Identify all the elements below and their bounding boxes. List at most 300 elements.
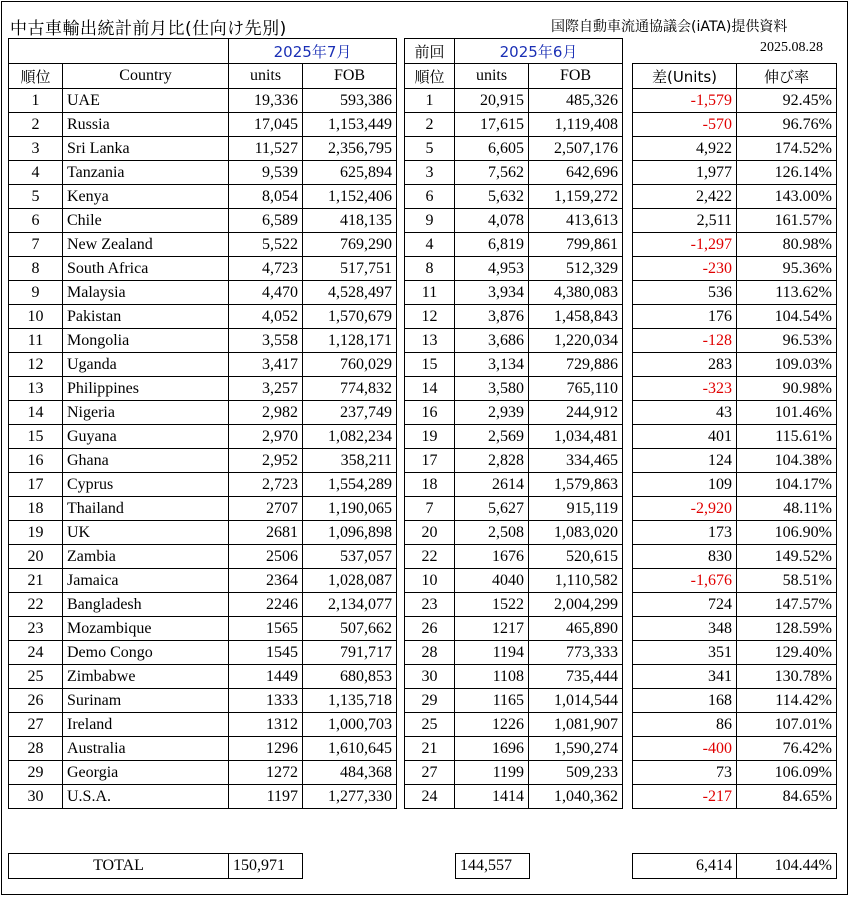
july-row — [9, 89, 397, 113]
fob-cell: 625,894 — [303, 161, 397, 185]
prev-units-cell: 3,934 — [455, 281, 529, 305]
units-cell: 1565 — [229, 617, 303, 641]
prev-rank-cell: 8 — [405, 257, 455, 281]
growth-cell: 114.42% — [737, 689, 837, 713]
fob-cell: 1,610,645 — [303, 737, 397, 761]
rank-cell: 4 — [9, 161, 63, 185]
prev-rank-cell: 22 — [405, 545, 455, 569]
diff-row — [633, 209, 837, 233]
prev-units-cell: 2,569 — [455, 425, 529, 449]
units-cell: 2246 — [229, 593, 303, 617]
diff-row — [633, 473, 837, 497]
prev-units-cell: 1217 — [455, 617, 529, 641]
units-cell: 2,982 — [229, 401, 303, 425]
units-cell: 1333 — [229, 689, 303, 713]
prev-units-cell: 1108 — [455, 665, 529, 689]
growth-cell: 104.54% — [737, 305, 837, 329]
country-cell: Philippines — [63, 377, 229, 401]
country-cell: Ghana — [63, 449, 229, 473]
rank-cell: 16 — [9, 449, 63, 473]
prev-rank-cell: 29 — [405, 689, 455, 713]
fob-cell: 1,000,703 — [303, 713, 397, 737]
prev-units-cell: 2,939 — [455, 401, 529, 425]
units-cell: 2506 — [229, 545, 303, 569]
prev-fob-cell: 2,507,176 — [529, 137, 623, 161]
prev-fob-cell: 1,034,481 — [529, 425, 623, 449]
prev-units-cell: 1199 — [455, 761, 529, 785]
rank-cell: 10 — [9, 305, 63, 329]
july-row — [9, 185, 397, 209]
prev-units-cell: 4,953 — [455, 257, 529, 281]
prev-fob-cell: 2,004,299 — [529, 593, 623, 617]
country-cell: Demo Congo — [63, 641, 229, 665]
growth-cell: 101.46% — [737, 401, 837, 425]
fob-cell: 517,751 — [303, 257, 397, 281]
country-cell: Kenya — [63, 185, 229, 209]
prev-fob-cell: 520,615 — [529, 545, 623, 569]
rank-cell: 3 — [9, 137, 63, 161]
diff-row — [633, 785, 837, 809]
diff-row — [633, 257, 837, 281]
diff-row — [633, 377, 837, 401]
june-row — [405, 665, 623, 689]
july-row — [9, 161, 397, 185]
july-row — [9, 689, 397, 713]
prev-rank-cell: 4 — [405, 233, 455, 257]
prev-rank-cell: 7 — [405, 497, 455, 521]
fob-cell: 1,096,898 — [303, 521, 397, 545]
diff-cell: 1,977 — [633, 161, 737, 185]
prev-rank-cell: 19 — [405, 425, 455, 449]
diff-cell: -400 — [633, 737, 737, 761]
july-table — [8, 38, 397, 809]
growth-cell: 84.65% — [737, 785, 837, 809]
june-row — [405, 617, 623, 641]
rank-cell: 28 — [9, 737, 63, 761]
july-fob-header: FOB — [303, 64, 397, 89]
units-cell: 2364 — [229, 569, 303, 593]
prev-rank-cell: 11 — [405, 281, 455, 305]
diff-cell: -128 — [633, 329, 737, 353]
fob-cell: 537,057 — [303, 545, 397, 569]
june-row — [405, 569, 623, 593]
growth-cell: 126.14% — [737, 161, 837, 185]
prev-rank-cell: 23 — [405, 593, 455, 617]
july-row — [9, 233, 397, 257]
july-row — [9, 545, 397, 569]
prev-fob-cell: 1,579,863 — [529, 473, 623, 497]
country-cell: Pakistan — [63, 305, 229, 329]
country-cell: Malaysia — [63, 281, 229, 305]
prev-fob-cell: 1,220,034 — [529, 329, 623, 353]
july-row — [9, 473, 397, 497]
prev-fob-cell: 334,465 — [529, 449, 623, 473]
rank-cell: 11 — [9, 329, 63, 353]
units-cell: 2,970 — [229, 425, 303, 449]
prev-fob-cell: 765,110 — [529, 377, 623, 401]
prev-units-cell: 1414 — [455, 785, 529, 809]
diff-cell: 283 — [633, 353, 737, 377]
growth-cell: 143.00% — [737, 185, 837, 209]
rank-cell: 20 — [9, 545, 63, 569]
diff-row — [633, 665, 837, 689]
diff-row — [633, 113, 837, 137]
country-cell: South Africa — [63, 257, 229, 281]
country-cell: Australia — [63, 737, 229, 761]
country-cell: UK — [63, 521, 229, 545]
june-previous-label: 前回 — [405, 39, 455, 64]
country-cell: Georgia — [63, 761, 229, 785]
growth-cell: 48.11% — [737, 497, 837, 521]
diff-row — [633, 689, 837, 713]
growth-rate-header: 伸び率 — [737, 64, 837, 89]
prev-fob-cell: 773,333 — [529, 641, 623, 665]
rank-cell: 25 — [9, 665, 63, 689]
country-cell: Uganda — [63, 353, 229, 377]
prev-fob-cell: 465,890 — [529, 617, 623, 641]
prev-units-cell: 3,134 — [455, 353, 529, 377]
prev-rank-cell: 17 — [405, 449, 455, 473]
prev-rank-cell: 18 — [405, 473, 455, 497]
prev-rank-cell: 16 — [405, 401, 455, 425]
prev-rank-cell: 21 — [405, 737, 455, 761]
diff-row — [633, 305, 837, 329]
prev-units-cell: 1226 — [455, 713, 529, 737]
july-row — [9, 593, 397, 617]
june-row — [405, 329, 623, 353]
july-body — [9, 89, 397, 809]
diff-cell: 348 — [633, 617, 737, 641]
june-row — [405, 233, 623, 257]
rank-cell: 27 — [9, 713, 63, 737]
country-cell: Sri Lanka — [63, 137, 229, 161]
rank-cell: 9 — [9, 281, 63, 305]
fob-cell: 1,082,234 — [303, 425, 397, 449]
prev-fob-cell: 4,380,083 — [529, 281, 623, 305]
july-row — [9, 521, 397, 545]
june-fob-header: FOB — [529, 64, 623, 89]
june-body — [405, 89, 623, 809]
july-row — [9, 641, 397, 665]
fob-cell: 680,853 — [303, 665, 397, 689]
prev-units-cell: 6,605 — [455, 137, 529, 161]
june-row — [405, 737, 623, 761]
fob-cell: 2,356,795 — [303, 137, 397, 161]
june-row — [405, 785, 623, 809]
diff-row — [633, 161, 837, 185]
page-title: 中古車輸出統計前月比(仕向け先別) — [10, 19, 287, 39]
growth-cell: 96.76% — [737, 113, 837, 137]
fob-cell: 1,277,330 — [303, 785, 397, 809]
prev-units-cell: 3,876 — [455, 305, 529, 329]
growth-cell: 76.42% — [737, 737, 837, 761]
june-row — [405, 641, 623, 665]
growth-cell: 80.98% — [737, 233, 837, 257]
june-row — [405, 113, 623, 137]
prev-units-cell: 1194 — [455, 641, 529, 665]
country-cell: Thailand — [63, 497, 229, 521]
june-row — [405, 449, 623, 473]
fob-cell: 1,570,679 — [303, 305, 397, 329]
units-cell: 2707 — [229, 497, 303, 521]
growth-cell: 104.38% — [737, 449, 837, 473]
rank-cell: 1 — [9, 89, 63, 113]
july-country-header: Country — [63, 64, 229, 89]
fob-cell: 237,749 — [303, 401, 397, 425]
diff-cell: 124 — [633, 449, 737, 473]
rank-cell: 8 — [9, 257, 63, 281]
growth-cell: 90.98% — [737, 377, 837, 401]
prev-units-cell: 4040 — [455, 569, 529, 593]
country-cell: Mongolia — [63, 329, 229, 353]
diff-units-header: 差(Units) — [633, 64, 737, 89]
diff-cell: -1,676 — [633, 569, 737, 593]
prev-rank-cell: 13 — [405, 329, 455, 353]
units-cell: 3,257 — [229, 377, 303, 401]
prev-units-cell: 20,915 — [455, 89, 529, 113]
rank-cell: 29 — [9, 761, 63, 785]
country-cell: Jamaica — [63, 569, 229, 593]
june-row — [405, 89, 623, 113]
fob-cell: 358,211 — [303, 449, 397, 473]
fob-cell: 484,368 — [303, 761, 397, 785]
prev-units-cell: 1696 — [455, 737, 529, 761]
june-rank-header: 順位 — [405, 64, 455, 89]
june-row — [405, 161, 623, 185]
prev-rank-cell: 12 — [405, 305, 455, 329]
june-row — [405, 305, 623, 329]
diff-cell: 724 — [633, 593, 737, 617]
fob-cell: 418,135 — [303, 209, 397, 233]
country-cell: Zimbabwe — [63, 665, 229, 689]
july-row — [9, 329, 397, 353]
country-cell: Chile — [63, 209, 229, 233]
diff-cell: 401 — [633, 425, 737, 449]
diff-cell: 86 — [633, 713, 737, 737]
diff-body — [633, 89, 837, 809]
diff-row — [633, 569, 837, 593]
june-row — [405, 473, 623, 497]
units-cell: 1312 — [229, 713, 303, 737]
prev-fob-cell: 1,014,544 — [529, 689, 623, 713]
growth-cell: 58.51% — [737, 569, 837, 593]
rank-cell: 14 — [9, 401, 63, 425]
rank-cell: 13 — [9, 377, 63, 401]
prev-rank-cell: 6 — [405, 185, 455, 209]
prev-fob-cell: 1,083,020 — [529, 521, 623, 545]
prev-fob-cell: 485,326 — [529, 89, 623, 113]
july-total-row — [8, 853, 303, 879]
units-cell: 19,336 — [229, 89, 303, 113]
country-cell: Surinam — [63, 689, 229, 713]
fob-cell: 507,662 — [303, 617, 397, 641]
rank-cell: 5 — [9, 185, 63, 209]
diff-row — [633, 641, 837, 665]
diff-cell: -217 — [633, 785, 737, 809]
growth-cell: 106.09% — [737, 761, 837, 785]
diff-row — [633, 185, 837, 209]
fob-cell: 774,832 — [303, 377, 397, 401]
units-cell: 4,470 — [229, 281, 303, 305]
july-row — [9, 569, 397, 593]
growth-cell: 149.52% — [737, 545, 837, 569]
prev-rank-cell: 24 — [405, 785, 455, 809]
units-cell: 11,527 — [229, 137, 303, 161]
july-row — [9, 209, 397, 233]
units-cell: 1197 — [229, 785, 303, 809]
units-cell: 2,952 — [229, 449, 303, 473]
growth-cell: 128.59% — [737, 617, 837, 641]
fob-cell: 2,134,077 — [303, 593, 397, 617]
prev-fob-cell: 735,444 — [529, 665, 623, 689]
units-cell: 8,054 — [229, 185, 303, 209]
fob-cell: 1,190,065 — [303, 497, 397, 521]
rank-cell: 30 — [9, 785, 63, 809]
rank-cell: 6 — [9, 209, 63, 233]
prev-fob-cell: 1,159,272 — [529, 185, 623, 209]
fob-cell: 1,554,289 — [303, 473, 397, 497]
diff-cell: 2,511 — [633, 209, 737, 233]
diff-row — [633, 449, 837, 473]
diff-row — [633, 425, 837, 449]
diff-cell: -230 — [633, 257, 737, 281]
july-blank-header — [9, 39, 229, 64]
june-row — [405, 497, 623, 521]
july-rank-header: 順位 — [9, 64, 63, 89]
prev-units-cell: 6,819 — [455, 233, 529, 257]
prev-fob-cell: 729,886 — [529, 353, 623, 377]
prev-rank-cell: 20 — [405, 521, 455, 545]
growth-cell: 109.03% — [737, 353, 837, 377]
diff-row — [633, 737, 837, 761]
diff-cell: 43 — [633, 401, 737, 425]
july-row — [9, 785, 397, 809]
prev-fob-cell: 1,040,362 — [529, 785, 623, 809]
june-row — [405, 593, 623, 617]
prev-rank-cell: 1 — [405, 89, 455, 113]
fob-cell: 760,029 — [303, 353, 397, 377]
july-row — [9, 761, 397, 785]
prev-fob-cell: 509,233 — [529, 761, 623, 785]
rank-cell: 2 — [9, 113, 63, 137]
diff-cell: -1,579 — [633, 89, 737, 113]
rank-cell: 23 — [9, 617, 63, 641]
july-row — [9, 737, 397, 761]
june-total-units: 144,557 — [456, 854, 530, 879]
june-table — [404, 38, 623, 809]
rank-cell: 17 — [9, 473, 63, 497]
june-row — [405, 545, 623, 569]
fob-cell: 1,128,171 — [303, 329, 397, 353]
total-growth: 104.44% — [737, 854, 837, 879]
growth-cell: 115.61% — [737, 425, 837, 449]
july-row — [9, 497, 397, 521]
prev-units-cell: 5,627 — [455, 497, 529, 521]
june-row — [405, 137, 623, 161]
prev-fob-cell: 1,110,582 — [529, 569, 623, 593]
prev-rank-cell: 5 — [405, 137, 455, 161]
diff-row — [633, 329, 837, 353]
prev-fob-cell: 244,912 — [529, 401, 623, 425]
diff-cell: -570 — [633, 113, 737, 137]
diff-row — [633, 545, 837, 569]
growth-cell: 161.57% — [737, 209, 837, 233]
june-row — [405, 425, 623, 449]
prev-units-cell: 2614 — [455, 473, 529, 497]
june-row — [405, 185, 623, 209]
prev-units-cell: 1522 — [455, 593, 529, 617]
july-row — [9, 113, 397, 137]
units-cell: 3,558 — [229, 329, 303, 353]
rank-cell: 24 — [9, 641, 63, 665]
country-cell: Nigeria — [63, 401, 229, 425]
prev-units-cell: 17,615 — [455, 113, 529, 137]
prev-fob-cell: 1,081,907 — [529, 713, 623, 737]
growth-cell: 106.90% — [737, 521, 837, 545]
units-cell: 4,723 — [229, 257, 303, 281]
report-date: 2025.08.28 — [760, 40, 823, 55]
june-row — [405, 281, 623, 305]
rank-cell: 19 — [9, 521, 63, 545]
diff-cell: 109 — [633, 473, 737, 497]
country-cell: Ireland — [63, 713, 229, 737]
july-row — [9, 305, 397, 329]
fob-cell: 1,152,406 — [303, 185, 397, 209]
diff-cell: 351 — [633, 641, 737, 665]
diff-row — [633, 497, 837, 521]
diff-row — [633, 761, 837, 785]
diff-cell: 168 — [633, 689, 737, 713]
rank-cell: 15 — [9, 425, 63, 449]
july-row — [9, 281, 397, 305]
growth-cell: 95.36% — [737, 257, 837, 281]
units-cell: 5,522 — [229, 233, 303, 257]
diff-total-row — [632, 853, 837, 879]
rank-cell: 18 — [9, 497, 63, 521]
fob-cell: 791,717 — [303, 641, 397, 665]
units-cell: 4,052 — [229, 305, 303, 329]
country-cell: Zambia — [63, 545, 229, 569]
diff-row — [633, 713, 837, 737]
growth-cell: 96.53% — [737, 329, 837, 353]
rank-cell: 21 — [9, 569, 63, 593]
country-cell: Mozambique — [63, 617, 229, 641]
units-cell: 2,723 — [229, 473, 303, 497]
diff-row — [633, 137, 837, 161]
diff-row — [633, 353, 837, 377]
july-row — [9, 425, 397, 449]
july-row — [9, 257, 397, 281]
country-cell: UAE — [63, 89, 229, 113]
july-row — [9, 713, 397, 737]
prev-rank-cell: 28 — [405, 641, 455, 665]
diff-row — [633, 281, 837, 305]
units-cell: 1272 — [229, 761, 303, 785]
growth-cell: 130.78% — [737, 665, 837, 689]
july-row — [9, 137, 397, 161]
country-cell: Guyana — [63, 425, 229, 449]
prev-units-cell: 2,508 — [455, 521, 529, 545]
growth-cell: 104.17% — [737, 473, 837, 497]
country-cell: Tanzania — [63, 161, 229, 185]
growth-cell: 129.40% — [737, 641, 837, 665]
units-cell: 1296 — [229, 737, 303, 761]
fob-cell: 1,028,087 — [303, 569, 397, 593]
july-row — [9, 617, 397, 641]
july-row — [9, 353, 397, 377]
diff-cell: -1,297 — [633, 233, 737, 257]
prev-units-cell: 3,686 — [455, 329, 529, 353]
